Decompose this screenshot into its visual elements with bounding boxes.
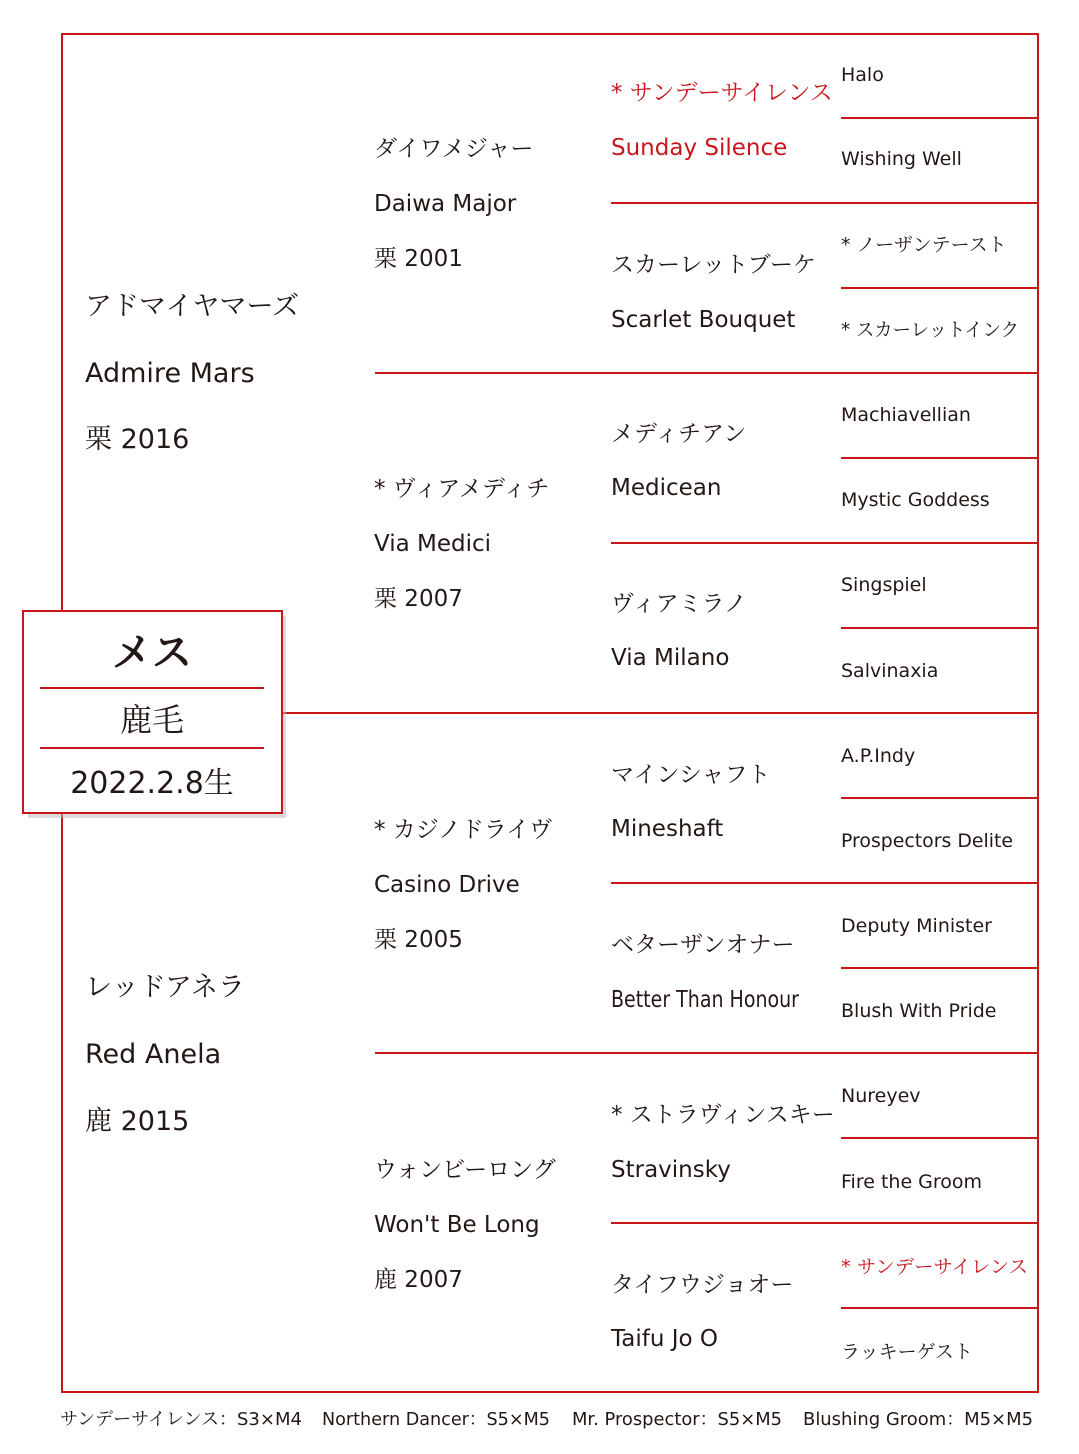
gen2-name-jp: ダイワメジャー: [374, 136, 534, 162]
gen3-name-en: Mineshaft: [611, 816, 724, 842]
gen3-name-en: Via Milano: [611, 645, 730, 671]
gen3-name-jp: メディチアン: [611, 421, 747, 447]
gen4-name: Prospectors Delite: [841, 830, 1013, 852]
gen2-info: 栗 2005: [374, 927, 463, 953]
gen3-name-en: Better Than Honour: [611, 987, 800, 1013]
gen3-name-jp: タイフウジョオー: [611, 1272, 794, 1298]
dam-name-jp: レッドアネラ: [85, 972, 245, 1003]
gen3-entry: [611, 762, 771, 842]
inbreeding-item: Blushing Groom：M5×M5: [803, 1409, 1033, 1430]
gen4-name: Singspiel: [841, 574, 927, 596]
gen3-entry: [611, 421, 746, 501]
gen4-name: A.P.Indy: [841, 745, 916, 767]
gen2-info: 栗 2007: [374, 586, 463, 612]
gen4-name: Blush With Pride: [841, 1000, 997, 1022]
gen3-name-jp: ベターザンオナー: [611, 932, 795, 958]
gen4-name: Wishing Well: [841, 148, 962, 170]
sire-info: 栗 2016: [85, 424, 190, 455]
sire-entry: [85, 291, 299, 455]
gen3-entry: [611, 80, 833, 161]
gen2-entry: [374, 1157, 556, 1293]
gen4-name: * スカーレットインク: [841, 319, 1019, 341]
gen3-entry: [611, 1102, 835, 1183]
gen3-name-jp: マインシャフト: [611, 762, 771, 788]
gen2-name-en: Won't Be Long: [374, 1212, 540, 1238]
gen3-name-en: Scarlet Bouquet: [611, 307, 796, 333]
gen3-name-en: Medicean: [611, 475, 722, 501]
gen2-name-en: Daiwa Major: [374, 191, 517, 217]
gen4-name: * サンデーサイレンス: [841, 1256, 1028, 1278]
dam-info: 鹿 2015: [85, 1106, 190, 1137]
gen2-info: 栗 2001: [374, 246, 463, 272]
gen4-name: * ノーザンテースト: [841, 234, 1007, 256]
gen3-name-en: Sunday Silence: [611, 135, 788, 161]
gen2-name-en: Casino Drive: [374, 872, 520, 898]
horse-birth: 2022.2.8生: [70, 766, 234, 801]
dam-entry: [85, 972, 245, 1137]
gen2-name-jp: ウォンビーロング: [374, 1157, 556, 1183]
inbreeding-item: Northern Dancer：S5×M5: [322, 1409, 550, 1430]
gen3-entry: [610, 1272, 793, 1352]
gen3-name-jp: * ストラヴィンスキー: [611, 1102, 835, 1128]
inbreeding-item: Mr. Prospector：S5×M5: [572, 1409, 782, 1430]
gen2-name-jp: * カジノドライヴ: [374, 817, 553, 843]
gen4-name: Mystic Goddess: [841, 489, 990, 511]
gen3-entry: [611, 252, 816, 333]
gen3-name-jp: * サンデーサイレンス: [611, 80, 833, 106]
dam-name-en: Red Anela: [85, 1039, 222, 1070]
horse-name: メス: [112, 630, 192, 676]
gen3-entry: [611, 932, 799, 1013]
inbreeding-footer: [60, 1409, 1033, 1430]
gen2-name-en: Via Medici: [374, 531, 492, 557]
gen3-name-en: Stravinsky: [611, 1157, 731, 1183]
gen4-name: ラッキーゲスト: [841, 1341, 973, 1363]
sire-name-en: Admire Mars: [85, 358, 255, 389]
gen3-name-en: Taifu Jo O: [611, 1326, 718, 1352]
inbreeding-item: サンデーサイレンス：S3×M4: [60, 1409, 302, 1430]
gen3-entry: [611, 591, 747, 671]
gen2-entry: [374, 136, 533, 272]
gen4-name: Deputy Minister: [841, 915, 992, 937]
gen4-name: Salvinaxia: [841, 660, 939, 682]
gen4-name: Fire the Groom: [841, 1171, 983, 1193]
gen4-name: Machiavellian: [841, 404, 971, 426]
gen3-name-jp: スカーレットブーケ: [611, 252, 816, 278]
horse-coat: 鹿毛: [119, 701, 185, 739]
gen2-entry: [374, 476, 549, 612]
gen4-name: Halo: [841, 64, 884, 86]
gen2-info: 鹿 2007: [374, 1267, 463, 1293]
gen3-name-jp: ヴィアミラノ: [611, 591, 747, 617]
gen2-name-jp: * ヴィアメディチ: [374, 476, 550, 502]
sire-name-jp: アドマイヤマーズ: [85, 291, 300, 322]
gen4-name: Nureyev: [841, 1085, 921, 1107]
horse-box: [23, 611, 286, 818]
gen2-entry: [374, 817, 552, 953]
